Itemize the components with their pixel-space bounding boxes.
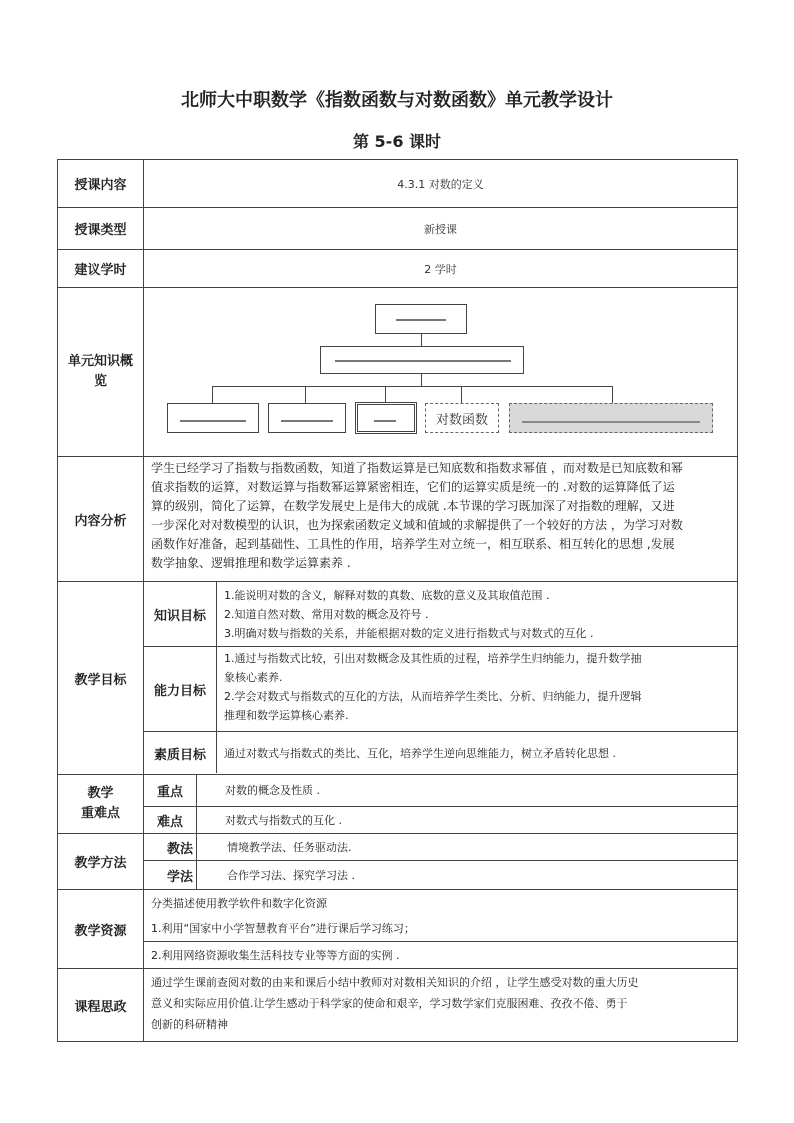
ideology-line: 意义和实际应用价值.让学生感动于科学家的使命和艰辛，学习数学家们克服困难、孜孜不倦、勇于: [151, 997, 628, 1010]
lesson-type-value: 新授课: [424, 222, 457, 236]
resource-line: 2.利用网络资源收集生活科技专业等等方面的实例 .: [151, 949, 400, 962]
quality-goal-label: 素质目标: [153, 747, 206, 763]
content-analysis-text: [144, 457, 737, 581]
suggested-hours-value: 2 学时: [424, 262, 457, 276]
teaching-method-label: 教法: [166, 841, 193, 857]
analysis-line: 算的级别，简化了运算，在数学发展史上是伟大的成就 .本节课的学习既加深了对指数的理解，又进: [151, 499, 675, 513]
teaching-goals-label: 教学目标: [74, 672, 127, 688]
learning-method-label: 学法: [166, 869, 193, 885]
goal-line: 推理和数学运算核心素养.: [224, 709, 349, 722]
analysis-line: 值求指数的运算，对数运算与指数幂运算紧密相连，它们的运算实质是统一的 .对数的运算降低了运: [151, 480, 675, 494]
diagram-root-box: [375, 304, 467, 334]
goal-line: 象核心素养.: [224, 671, 283, 684]
difficulty-label: 难点: [156, 814, 183, 830]
focus-text: 对数的概念及性质 .: [225, 784, 320, 797]
methods-label: 教学方法: [74, 856, 127, 871]
page-subtitle: 第 5-6 课时: [352, 132, 442, 151]
diagram-topic-box-2: [268, 403, 346, 433]
ability-goal-label: 能力目标: [153, 683, 206, 699]
key-points-label-line: 重难点: [80, 806, 120, 821]
ideology-text: [144, 969, 737, 1041]
teaching-method-text: 情境教学法、任务驱动法.: [227, 840, 352, 854]
quality-goal-text: 通过对数式与指数式的类比、互化，培养学生逆向思维能力，树立矛盾转化思想 .: [224, 746, 616, 760]
resource-line: 分类描述使用教学软件和数字化资源: [151, 897, 327, 910]
ideology-line: 通过学生课前查阅对数的由来和课后小结中教师对对数相关知识的介绍 ，让学生感受对数的重大历史: [151, 976, 639, 989]
diagram-topic-box-1: [167, 403, 259, 433]
knowledge-goal-label: 知识目标: [153, 608, 206, 624]
lesson-type-label: 授课类型: [74, 223, 127, 238]
suggested-hours-label: 建议学时: [74, 263, 127, 278]
lesson-content-label: 授课内容: [74, 178, 127, 193]
overview-label: 单元知识概览: [67, 354, 133, 389]
goal-line: 3.明确对数与指数的关系，并能根据对数的定义进行指数式与对数式的互化 .: [224, 627, 594, 640]
goal-line: 1.通过与指数式比较，引出对数概念及其性质的过程，培养学生归纳能力，提升数学抽: [224, 652, 642, 665]
diagram-current-topic-box: [355, 402, 417, 434]
analysis-line: 一步深化对对数模型的认识，也为探索函数定义域和值域的求解提供了一个较好的方法 ，为学习对数: [151, 518, 683, 532]
resources-text: [144, 890, 737, 968]
ideology-label: 课程思政: [74, 999, 127, 1015]
key-points-label-line: 教学: [87, 786, 114, 801]
diagram-log-function-box: 对数函数: [425, 403, 499, 433]
diagram-unit-box: [320, 346, 524, 374]
resources-label: 教学资源: [74, 923, 127, 939]
learning-method-text: 合作学习法、探究学习法 .: [227, 868, 355, 882]
difficulty-text: 对数式与指数式的互化 .: [225, 813, 342, 827]
page-title: 北师大中职数学《指数函数与对数函数》单元教学设计: [181, 90, 613, 111]
diagram-application-box: [509, 403, 713, 433]
ability-goal-text: [217, 647, 737, 731]
analysis-line: 函数作好准备，起到基础性、工具性的作用，培养学生对立统一，相互联系、相互转化的思想 ,发展: [151, 537, 675, 551]
lesson-content-value: 4.3.1 对数的定义: [397, 177, 484, 191]
ideology-line: 创新的科研精神: [151, 1018, 228, 1031]
analysis-line: 数学抽象、逻辑推理和数学运算素养 .: [151, 556, 351, 570]
content-analysis-label: 内容分析: [74, 513, 127, 529]
analysis-line: 学生已经学习了指数与指数函数，知道了指数运算是已知底数和指数求幂值 ，而对数是已知底数和幂: [151, 461, 683, 475]
goal-line: 2.知道自然对数、常用对数的概念及符号 .: [224, 608, 429, 621]
key-points-label: [58, 775, 143, 833]
focus-label: 重点: [156, 785, 183, 800]
goal-line: 2.学会对数式与指数式的互化的方法，从而培养学生类比、分析、归纳能力，提升逻辑: [224, 690, 642, 703]
goal-line: 1.能说明对数的含义，解释对数的真数、底数的意义及其取值范围 .: [224, 589, 550, 602]
resource-line: 1.利用“国家中小学智慧教育平台”进行课后学习练习；: [151, 922, 415, 935]
knowledge-goal-text: [217, 584, 737, 646]
